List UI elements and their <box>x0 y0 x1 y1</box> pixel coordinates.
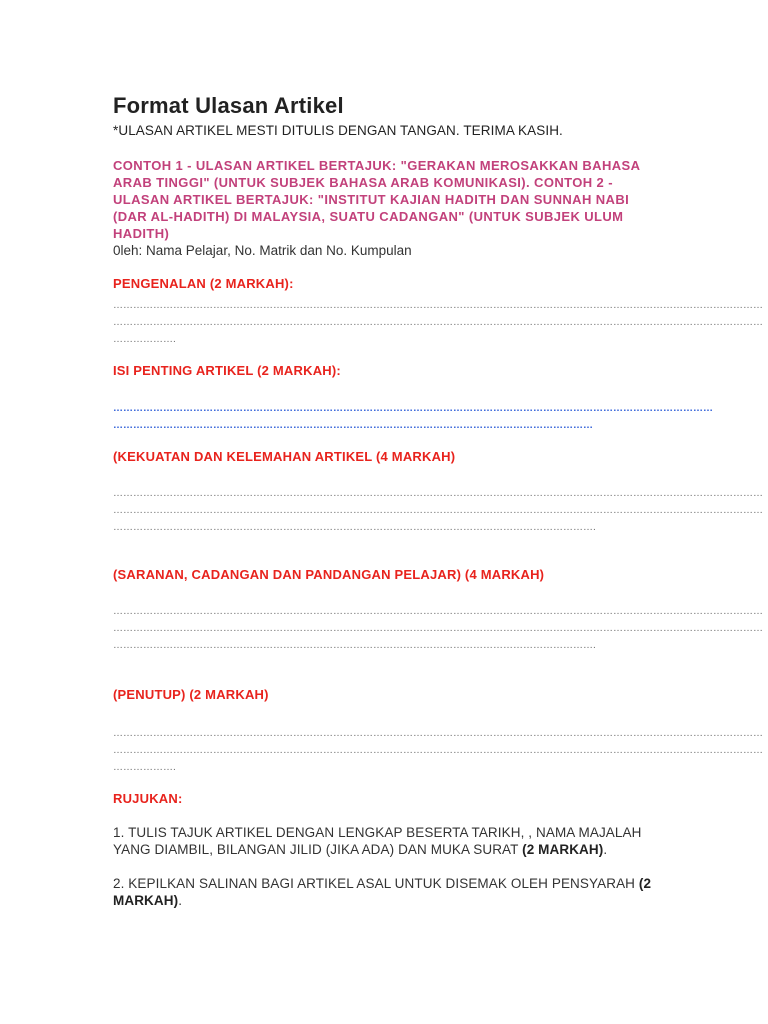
dotted-line: ………………………………………………………………………………………………………………………………. <box>113 522 596 533</box>
document-title: Format Ulasan Artikel <box>113 93 344 118</box>
rujukan-item-1-text: 1. TULIS TAJUK ARTIKEL DENGAN LENGKAP BESERTA TARIKH, , NAMA MAJALAH YANG DIAMBIL, BILANGAN JILID (JIKA ADA) DAN MUKA SURAT <box>113 825 642 857</box>
rujukan-item-1 <box>113 824 658 858</box>
section-pengenalan-lines <box>113 297 763 348</box>
rujukan-item-2-end: . <box>178 893 183 908</box>
dotted-line: …………………………………………………………………………………………………………………………………………………………………………… <box>113 606 763 617</box>
dotted-line: …………………………………………………………………………………………………………………………………………………………………………… <box>113 488 763 499</box>
rujukan-item-1-end: . <box>603 842 608 857</box>
dotted-line: …………………………………………………………………………………………………………………………………………………………………………… <box>113 300 763 311</box>
section-kekuatan-lines <box>113 485 763 536</box>
rujukan-item-1-marks: (2 MARKAH) <box>522 842 604 857</box>
dotted-line: ………………. <box>113 762 176 773</box>
section-isi-heading: ISI PENTING ARTIKEL (2 MARKAH): <box>113 363 341 378</box>
section-isi-lines <box>113 400 713 434</box>
section-rujukan-heading: RUJUKAN: <box>113 791 183 806</box>
rujukan-item-2-text: 2. KEPILKAN SALINAN BAGI ARTIKEL ASAL UNTUK DISEMAK OLEH PENSYARAH <box>113 876 639 891</box>
byline: 0leh: Nama Pelajar, No. Matrik dan No. Kumpulan <box>113 243 412 258</box>
document-page <box>113 92 763 909</box>
dotted-line: …………………………………………………………………………………………………………………………………………………………………………… <box>113 623 763 634</box>
section-saranan-heading: (SARANAN, CADANGAN DAN PANDANGAN PELAJAR) (4 MARKAH) <box>113 567 545 582</box>
example-titles: CONTOH 1 - ULASAN ARTIKEL BERTAJUK: "GERAKAN MEROSAKKAN BAHASA ARAB TINGGI" (UNTUK SUBJEK BAHASA ARAB KOMUNIKASI). CONTOH 2 - ULASAN ARTIKEL BERTAJUK: "INSTITUT KAJIAN HADITH DAN SUNNAH NABI (DAR AL-HADITH) DI MALAYSIA, SUATU CADANGAN" (UNTUK SUBJEK ULUM HADITH) <box>113 158 640 241</box>
section-saranan-lines <box>113 603 763 654</box>
dotted-line: ……………………………………………………………………………………………………………………………… <box>113 420 593 431</box>
section-pengenalan-heading: PENGENALAN (2 MARKAH): <box>113 276 294 291</box>
dotted-line: …………………………………………………………………………………………………………………………………………………………………………… <box>113 317 763 328</box>
section-penutup-lines <box>113 725 763 776</box>
dotted-line: ………………………………………………………………………………………………………………………………. <box>113 640 596 651</box>
handwriting-note: *ULASAN ARTIKEL MESTI DITULIS DENGAN TANGAN. TERIMA KASIH. <box>113 123 563 138</box>
section-penutup-heading: (PENUTUP) (2 MARKAH) <box>113 687 269 702</box>
rujukan-item-2-marks: (2 MARKAH) <box>113 876 652 908</box>
dotted-line: …………………………………………………………………………………………………………………………………………………………………………… <box>113 745 763 756</box>
rujukan-item-2 <box>113 875 658 909</box>
section-kekuatan-heading: (KEKUATAN DAN KELEMAHAN ARTIKEL (4 MARKAH) <box>113 449 456 464</box>
dotted-line: ………………. <box>113 334 176 345</box>
dotted-line: …………………………………………………………………………………………………………………………………………………………………………… <box>113 728 763 739</box>
dotted-line: …………………………………………………………………………………………………………………………………………………………………………… <box>113 505 763 516</box>
dotted-line: ……………………………………………………………………………………………………………………………………………………………… <box>113 403 713 414</box>
